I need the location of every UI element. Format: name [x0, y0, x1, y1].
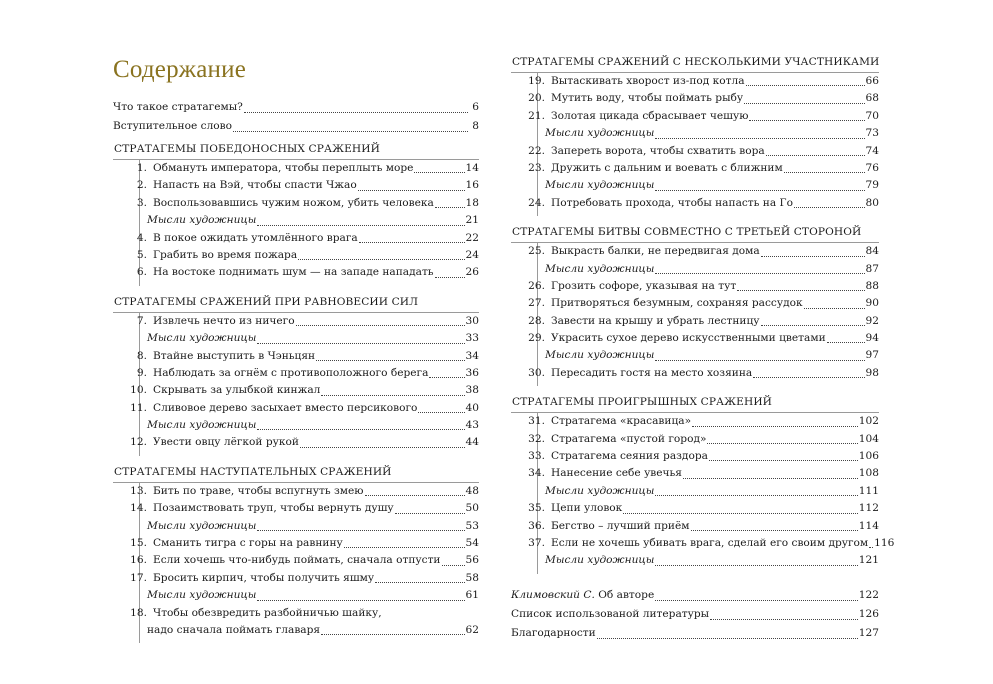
- entry-title: Дружить с дальним и воевать с ближним: [551, 161, 783, 174]
- toc-entry[interactable]: [136, 230, 479, 247]
- dot-leader: [233, 131, 468, 132]
- page-number: 111: [858, 484, 879, 497]
- entry-number: 28.: [528, 314, 545, 327]
- page-number: 24: [465, 248, 479, 261]
- entry-title: Вытаскивать хворост из-под котла: [551, 75, 745, 87]
- entry-title: Извлечь нечто из ничего: [153, 314, 295, 327]
- toc-entry[interactable]: [528, 465, 879, 482]
- toc-entry[interactable]: [136, 177, 479, 194]
- entry-number: 37.: [528, 536, 545, 549]
- page-number: 76: [865, 161, 879, 174]
- page-number: 34: [465, 349, 479, 362]
- toc-entry[interactable]: [136, 365, 479, 382]
- dot-leader: [655, 190, 864, 191]
- toc-entry[interactable]: [130, 535, 479, 552]
- toc-intro-block: [113, 96, 479, 139]
- toc-entry[interactable]: [130, 570, 479, 587]
- toc-entry[interactable]: [528, 108, 879, 125]
- entry-title: Стратагема «красавица»: [551, 415, 692, 428]
- page-number: 88: [865, 279, 879, 292]
- dot-leader: [395, 513, 465, 514]
- toc-entry[interactable]: [130, 500, 479, 517]
- page-number: 53: [465, 519, 479, 532]
- page-number: 121: [858, 554, 879, 567]
- section-heading: СТРАТАГЕМЫ СРАЖЕНИЙ С НЕСКОЛЬКИМИ УЧАСТНИКАМИ: [511, 52, 879, 73]
- dot-leader: [655, 600, 858, 601]
- section-heading: СТРАТАГЕМЫ СРАЖЕНИЙ ПРИ РАВНОВЕСИИ СИЛ: [113, 292, 479, 313]
- entry-number: 21.: [528, 109, 545, 122]
- entry-number: 17.: [130, 571, 147, 584]
- toc-section: [113, 292, 479, 456]
- dot-leader: [358, 190, 465, 191]
- section-entries: [528, 413, 895, 574]
- entry-number: 13.: [130, 484, 147, 497]
- dot-leader: [257, 225, 464, 226]
- entry-number: 15.: [130, 537, 147, 550]
- page-number: 54: [465, 537, 479, 550]
- toc-entry[interactable]: [140, 518, 479, 535]
- page-number: 112: [858, 502, 879, 515]
- toc-entry[interactable]: [528, 365, 879, 382]
- dot-leader: [300, 447, 465, 448]
- dot-leader: [298, 259, 464, 260]
- entry-title: надо сначала поймать главаря: [147, 623, 321, 636]
- page-number: 127: [858, 626, 879, 639]
- entry-number: 22.: [528, 144, 545, 157]
- page-number: 26: [465, 266, 479, 279]
- dot-leader: [766, 155, 865, 156]
- toc-entry[interactable]: [528, 413, 879, 430]
- entry-number: 14.: [130, 502, 147, 515]
- dot-leader: [344, 547, 465, 548]
- toc-entry[interactable]: [538, 177, 879, 194]
- entry-title: Запереть ворота, чтобы схватить вора: [551, 144, 765, 157]
- toc-entry[interactable]: [538, 125, 879, 142]
- toc-entry[interactable]: Благодарности 127: [511, 624, 879, 643]
- entry-title: Пересадить гостя на место хозяина: [551, 366, 753, 379]
- toc-entry[interactable]: [528, 143, 879, 160]
- entry-number: 36.: [528, 519, 545, 532]
- toc-section: [113, 462, 479, 644]
- page-number: 38: [465, 384, 479, 397]
- toc-entry[interactable]: [528, 160, 879, 177]
- page-number: 16: [465, 179, 479, 192]
- dot-leader: [296, 325, 465, 326]
- entry-number: 5.: [136, 248, 147, 261]
- entry-number: 26.: [528, 279, 545, 292]
- dot-leader: [753, 377, 864, 378]
- entry-number: 12.: [130, 436, 147, 449]
- entry-title: Скрывать за улыбкой кинжал: [153, 384, 321, 397]
- dot-leader: [244, 112, 468, 113]
- page-number: 122: [858, 588, 879, 601]
- entry-title: Напасть на Вэй, чтобы спасти Чжао: [153, 179, 357, 192]
- dot-leader: [707, 443, 857, 444]
- dot-leader: [746, 85, 865, 86]
- entry-number: 6.: [136, 266, 147, 279]
- toc-entry[interactable]: [528, 330, 879, 347]
- dot-leader: [744, 103, 864, 104]
- toc-entry[interactable]: [136, 160, 479, 177]
- entry-number: 11.: [130, 401, 147, 414]
- entry-number: 3.: [136, 196, 147, 209]
- page-number: 43: [465, 419, 479, 432]
- page-number: 58: [465, 571, 479, 584]
- entry-title: Цепи уловок: [551, 502, 623, 515]
- dot-leader: [418, 412, 464, 413]
- entry-title: Мысли художницы: [545, 262, 655, 275]
- page-number: 50: [465, 502, 479, 515]
- entry-number: 34.: [528, 467, 545, 480]
- entry-title: Позаимствовать труп, чтобы вернуть душу: [153, 502, 394, 515]
- entry-number: 33.: [528, 450, 545, 463]
- entry-title: В покое ожидать утомлённого врага: [153, 231, 358, 244]
- toc-entry[interactable]: Вступительное слово 8: [113, 117, 479, 136]
- page-number: 56: [465, 554, 479, 567]
- toc-entry[interactable]: [140, 622, 479, 639]
- toc-entry[interactable]: [140, 330, 479, 347]
- page-number: 87: [865, 262, 879, 275]
- dot-leader: [869, 547, 873, 548]
- toc-section: [113, 139, 479, 286]
- dot-leader: [375, 582, 464, 583]
- page-number: 84: [865, 245, 879, 258]
- page-number: 92: [865, 314, 879, 327]
- toc-entry[interactable]: [136, 348, 479, 365]
- entry-title: Втайне выступить в Чэньцян: [153, 349, 316, 362]
- dot-leader: [442, 565, 465, 566]
- entry-number: 9.: [136, 366, 147, 379]
- page-number: 114: [858, 519, 879, 532]
- toc-section: [511, 222, 879, 386]
- dot-leader: [316, 360, 464, 361]
- section-entries: [130, 313, 479, 456]
- page-number: 70: [865, 109, 879, 122]
- toc-entry[interactable]: [528, 518, 879, 535]
- dot-leader: [623, 513, 857, 514]
- toc-entry[interactable]: [140, 212, 479, 229]
- toc-entry[interactable]: [528, 278, 879, 295]
- entry-title: Притворяться безумным, сохраняя рассудок: [551, 297, 803, 310]
- page-number: 8: [472, 120, 479, 132]
- entry-number: 1.: [136, 162, 147, 174]
- entry-title: Стратагема сеяния раздора: [551, 450, 708, 463]
- page-number: 18: [465, 196, 479, 209]
- entry-title: Завести на крышу и убрать лестницу: [551, 314, 760, 327]
- entry-number: 7.: [136, 314, 147, 327]
- dot-leader: [597, 638, 858, 639]
- entry-title: Наблюдать за огнём с противоположного берега: [153, 366, 429, 379]
- entry-title: Мысли художницы: [147, 519, 257, 532]
- page-number: 61: [465, 589, 479, 602]
- entry-title: Украсить сухое дерево искусственными цветами: [551, 332, 826, 345]
- entry-title: Мысли художницы: [147, 419, 257, 432]
- entry-title: Сливовое дерево засыхает вместо персикового: [153, 401, 418, 414]
- page-number: 74: [865, 144, 879, 157]
- dot-leader: [691, 530, 858, 531]
- entry-number: 27.: [528, 297, 545, 310]
- toc-entry[interactable]: [136, 195, 479, 212]
- page-number: 62: [465, 623, 479, 636]
- entry-number: 32.: [528, 432, 545, 445]
- toc-entry[interactable]: [528, 500, 879, 517]
- toc-entry[interactable]: [140, 417, 479, 434]
- entry-number: 25.: [528, 245, 545, 258]
- toc-section: [511, 392, 895, 574]
- dot-leader: [761, 325, 865, 326]
- toc-entry[interactable]: [130, 552, 479, 569]
- entry-number: 24.: [528, 196, 545, 209]
- section-heading: СТРАТАГЕМЫ ПОБЕДОНОСНЫХ СРАЖЕНИЙ: [113, 139, 479, 160]
- entry-title: Воспользовавшись чужим ножом, убить человека: [153, 196, 434, 209]
- toc-entry[interactable]: [130, 382, 479, 399]
- dot-leader: [257, 429, 464, 430]
- toc-entry[interactable]: [538, 552, 879, 569]
- page-number: 68: [865, 92, 879, 105]
- toc-entry[interactable]: [130, 434, 479, 451]
- entry-title: Мысли художницы: [545, 484, 655, 497]
- entry-title: Мысли художницы: [545, 554, 655, 567]
- toc-right-column: [511, 52, 895, 646]
- entry-title: Бросить кирпич, чтобы получить яшму: [153, 571, 375, 584]
- entry-title: Мысли художницы: [545, 127, 655, 140]
- page-number: 66: [865, 75, 879, 87]
- page-number: 116: [874, 536, 895, 549]
- section-entries: [130, 483, 479, 644]
- entry-title: Выкрасть балки, не передвигая дома: [551, 245, 760, 258]
- toc-entry[interactable]: [130, 483, 479, 500]
- page-number: 40: [465, 401, 479, 414]
- entry-number: 31.: [528, 415, 545, 428]
- entry-number: 19.: [528, 75, 545, 87]
- toc-entry[interactable]: [528, 295, 879, 312]
- section-entries: [136, 160, 479, 286]
- dot-leader: [321, 395, 464, 396]
- toc-entry[interactable]: [130, 400, 479, 417]
- entry-title: Бегство – лучший приём: [551, 519, 690, 532]
- section-heading: СТРАТАГЕМЫ БИТВЫ СОВМЕСТНО С ТРЕТЬЕЙ СТОРОНОЙ: [511, 222, 879, 243]
- page-number: 126: [858, 607, 879, 620]
- page-number: 108: [858, 467, 879, 480]
- entry-title: Сманить тигра с горы на равнину: [153, 537, 343, 550]
- dot-leader: [709, 460, 858, 461]
- page-number: 14: [465, 162, 479, 174]
- dot-leader: [655, 360, 864, 361]
- dot-leader: [429, 377, 464, 378]
- dot-leader: [794, 207, 865, 208]
- page-number: 21: [465, 214, 479, 227]
- toc-outro-block: [511, 580, 879, 646]
- page-number: 48: [465, 484, 479, 497]
- page-number: 104: [858, 432, 879, 445]
- entry-title: На востоке поднимать шум — на западе нападать: [153, 266, 434, 279]
- entry-number: 16.: [130, 554, 147, 567]
- toc-entry[interactable]: Климовский С. Об авторе 122: [511, 586, 879, 605]
- toc-entry[interactable]: [136, 247, 479, 264]
- toc-entry[interactable]: Список использованой литературы 126: [511, 605, 879, 624]
- entry-number: 23.: [528, 161, 545, 174]
- toc-entry[interactable]: Что такое стратагемы? 6: [113, 98, 479, 117]
- entry-title: Потребовать прохода, чтобы напасть на Го: [551, 196, 793, 209]
- toc-entry[interactable]: [528, 448, 879, 465]
- entry-title: Золотая цикада сбрасывает чешую: [551, 109, 749, 122]
- entry-number: 35.: [528, 502, 545, 515]
- page-number: 90: [865, 297, 879, 310]
- entry-title: Если хочешь что-нибудь поймать, сначала отпусти: [153, 554, 441, 567]
- entry-number: 4.: [136, 231, 147, 244]
- dot-leader: [257, 530, 464, 531]
- toc-entry[interactable]: [538, 347, 879, 364]
- toc-entry[interactable]: [528, 431, 879, 448]
- dot-leader: [804, 308, 865, 309]
- entry-title: Если не хочешь убивать врага, сделай его своим другом: [551, 536, 869, 549]
- page-number: 106: [858, 450, 879, 463]
- entry-title: Мысли художницы: [545, 349, 655, 362]
- toc-section: [511, 52, 879, 216]
- entry-number: 10.: [130, 384, 147, 397]
- toc-entry[interactable]: [528, 73, 879, 90]
- entry-number: 29.: [528, 332, 545, 345]
- entry-title: Нанесение себе увечья: [551, 467, 682, 480]
- toc-entry[interactable]: [140, 587, 479, 604]
- entry-title: Обмануть императора, чтобы переплыть море: [153, 162, 414, 174]
- page-number: 102: [858, 415, 879, 428]
- dot-leader: [321, 634, 464, 635]
- dot-leader: [710, 619, 858, 620]
- entry-number: 20.: [528, 92, 545, 105]
- entry-title: Мутить воду, чтобы поймать рыбу: [551, 92, 744, 105]
- toc-entry[interactable]: [528, 313, 879, 330]
- toc-entry[interactable]: [528, 195, 879, 212]
- entry-title: Мысли художницы: [545, 179, 655, 192]
- page-number: 6: [472, 101, 479, 113]
- toc-entry[interactable]: [528, 535, 895, 552]
- dot-leader: [749, 120, 864, 121]
- entry-title: Чтобы обезвредить разбойничью шайку,: [153, 606, 382, 619]
- page-number: 94: [865, 332, 879, 345]
- section-heading: СТРАТАГЕМЫ НАСТУПАТЕЛЬНЫХ СРАЖЕНИЙ: [113, 462, 479, 483]
- entry-number: 18.: [130, 606, 147, 619]
- dot-leader: [359, 242, 465, 243]
- dot-leader: [692, 426, 858, 427]
- dot-leader: [683, 478, 858, 479]
- toc-entry[interactable]: [528, 243, 879, 260]
- toc-left-sections: [113, 139, 479, 649]
- section-entries: [528, 73, 879, 216]
- dot-leader: [435, 207, 465, 208]
- toc-entry[interactable]: [538, 261, 879, 278]
- dot-leader: [655, 138, 864, 139]
- entry-title: Мысли художницы: [147, 214, 257, 227]
- entry-number: 2.: [136, 179, 147, 192]
- toc-entry[interactable]: [528, 90, 879, 107]
- dot-leader: [784, 172, 865, 173]
- entry-title: Бить по траве, чтобы вспугнуть змею: [153, 484, 364, 497]
- entry-title: Мысли художницы: [147, 332, 257, 345]
- dot-leader: [827, 342, 865, 343]
- page-number: 98: [865, 366, 879, 379]
- toc-entry[interactable]: [130, 605, 479, 622]
- page-number: 79: [865, 179, 879, 192]
- toc-entry[interactable]: [538, 483, 879, 500]
- page-title: Содержание: [113, 56, 246, 83]
- entry-title: Увести овцу лёгкой рукой: [153, 436, 299, 449]
- dot-leader: [365, 495, 465, 496]
- entry-title: Грабить во время пожара: [153, 248, 298, 261]
- page-number: 80: [865, 196, 879, 209]
- entry-title: Грозить софоре, указывая на тут: [551, 279, 737, 292]
- page-number: 36: [465, 366, 479, 379]
- page-number: 33: [465, 332, 479, 345]
- dot-leader: [414, 172, 464, 173]
- entry-number: 30.: [528, 366, 545, 379]
- section-entries: [528, 243, 879, 386]
- dot-leader: [257, 600, 464, 601]
- dot-leader: [435, 277, 465, 278]
- entry-number: 8.: [136, 349, 147, 362]
- toc-right-sections: [511, 52, 895, 580]
- toc-entry[interactable]: [136, 264, 479, 281]
- dot-leader: [655, 565, 857, 566]
- entry-title: Стратагема «пустой город»: [551, 432, 707, 445]
- dot-leader: [737, 290, 864, 291]
- page-number: 97: [865, 349, 879, 362]
- dot-leader: [257, 343, 464, 344]
- section-heading: СТРАТАГЕМЫ ПРОИГРЫШНЫХ СРАЖЕНИЙ: [511, 392, 879, 413]
- entry-title: Мысли художницы: [147, 589, 257, 602]
- page-number: 73: [865, 127, 879, 140]
- page-number: 44: [465, 436, 479, 449]
- page-number: 30: [465, 314, 479, 327]
- dot-leader: [655, 273, 864, 274]
- page-number: 22: [465, 231, 479, 244]
- toc-left-column: [113, 96, 479, 649]
- dot-leader: [761, 256, 865, 257]
- toc-entry[interactable]: [136, 313, 479, 330]
- dot-leader: [655, 495, 857, 496]
